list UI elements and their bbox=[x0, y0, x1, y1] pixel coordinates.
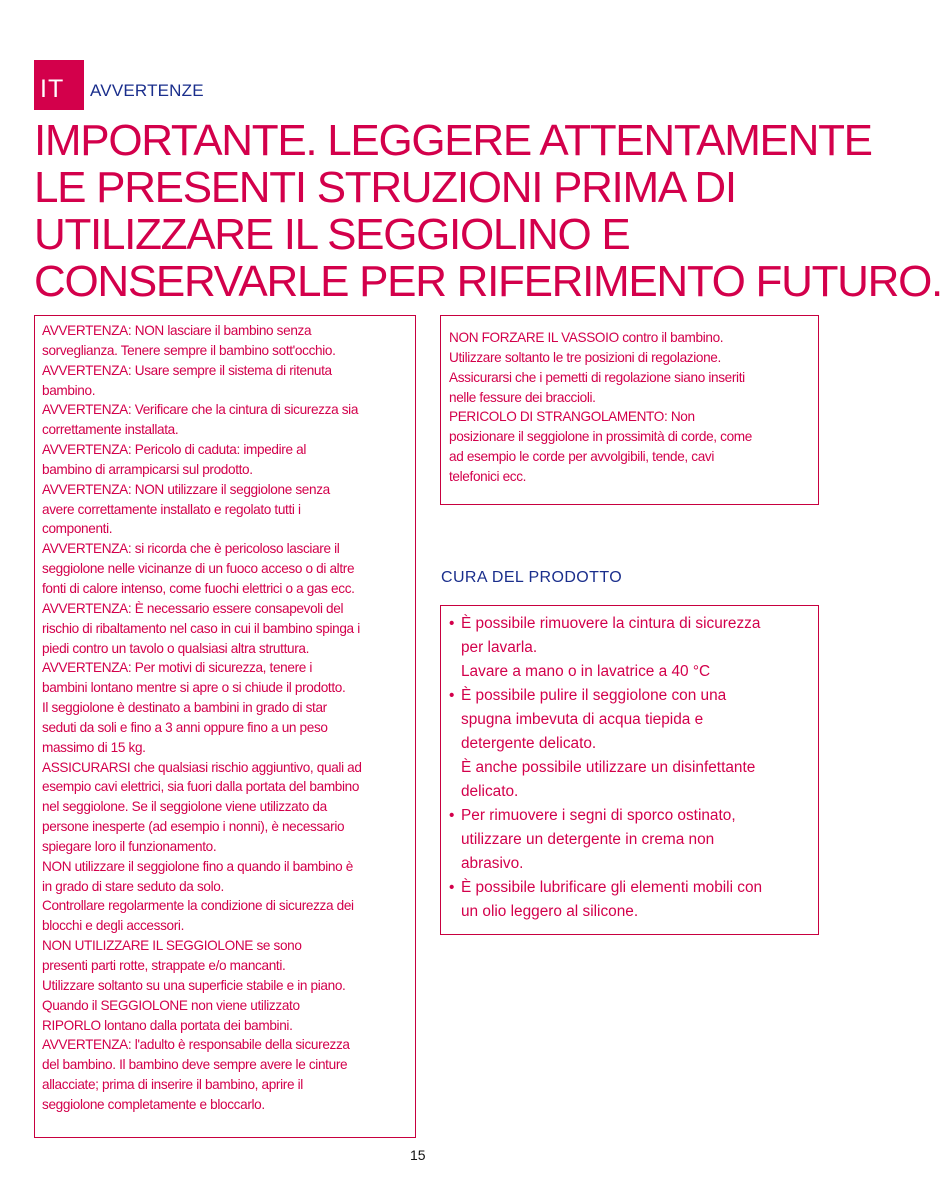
text-line: piedi contro un tavolo o qualsiasi altra struttura. bbox=[42, 640, 310, 656]
care-text-line: delicato. bbox=[461, 783, 519, 800]
care-text-line: per lavarla. bbox=[461, 639, 538, 656]
text-line: componenti. bbox=[42, 521, 113, 537]
text-line: AVVERTENZA: si ricorda che è pericoloso lasciare il bbox=[42, 541, 340, 557]
care-text-line: utilizzare un detergente in crema non bbox=[461, 831, 715, 848]
care-text-line: abrasivo. bbox=[461, 855, 524, 872]
title-line: IMPORTANTE. LEGGERE ATTENTAMENTE bbox=[34, 116, 872, 165]
text-line: Utilizzare soltanto le tre posizioni di regolazione. bbox=[449, 349, 721, 365]
warnings-box bbox=[34, 315, 416, 1138]
language-badge: IT bbox=[34, 60, 84, 110]
text-line: NON UTILIZZARE IL SEGGIOLONE se sono bbox=[42, 938, 302, 954]
text-line: Assicurarsi che i pemetti di regolazione siano inseriti bbox=[449, 369, 745, 385]
care-text-line: un olio leggero al silicone. bbox=[461, 903, 639, 920]
text-line: avere correttamente installato e regolato tutti i bbox=[42, 501, 301, 517]
title-line: LE PRESENTI STRUZIONI PRIMA DI bbox=[34, 163, 736, 212]
text-line: blocchi e degli accessori. bbox=[42, 918, 185, 934]
text-line: AVVERTENZA: Verificare che la cintura di sicurezza sia bbox=[42, 402, 359, 418]
text-line: nelle fessure dei braccioli. bbox=[449, 389, 596, 405]
text-line: Quando il SEGGIOLONE non viene utilizzato bbox=[42, 997, 300, 1013]
text-line: bambini lontano mentre si apre o si chiude il prodotto. bbox=[42, 680, 346, 696]
text-line: AVVERTENZA: È necessario essere consapevoli del bbox=[42, 600, 344, 616]
text-line: esempio cavi elettrici, sia fuori dalla portata del bambino bbox=[42, 779, 360, 795]
tray-warnings-box bbox=[440, 315, 819, 505]
text-line: presenti parti rotte, strappate e/o mancanti. bbox=[42, 958, 286, 973]
text-line: spiegare loro il funzionamento. bbox=[42, 838, 217, 854]
text-line: ASSICURARSI che qualsiasi rischio aggiuntivo, quali ad bbox=[42, 759, 362, 775]
care-bullet-item: • È possibile lubrificare gli elementi mobili con bbox=[449, 876, 808, 900]
text-line: AVVERTENZA: NON lasciare il bambino senza bbox=[42, 323, 312, 338]
text-line: correttamente installata. bbox=[42, 422, 179, 438]
text-line: allacciate; prima di inserire il bambino, aprire il bbox=[42, 1077, 303, 1093]
text-line: seduti da soli e fino a 3 anni oppure fino a un peso bbox=[42, 719, 328, 735]
care-heading: CURA DEL PRODOTTO bbox=[441, 569, 623, 586]
text-line: AVVERTENZA: Usare sempre il sistema di ritenuta bbox=[42, 362, 332, 378]
text-line: nel seggiolone. Se il seggiolone viene utilizzato da bbox=[42, 799, 327, 815]
text-line: rischio di ribaltamento nel caso in cui il bambino spinga i bbox=[42, 620, 360, 636]
text-line: in grado di stare seduto da solo. bbox=[42, 878, 224, 894]
care-text-line: Lavare a mano o in lavatrice a 40 °C bbox=[461, 663, 711, 680]
text-line: RIPORLO lontano dalla portata dei bambini. bbox=[42, 1017, 293, 1033]
text-line: telefonici ecc. bbox=[449, 468, 527, 484]
text-line: Il seggiolone è destinato a bambini in grado di star bbox=[42, 700, 327, 716]
text-line: seggiolone completamente e bloccarlo. bbox=[42, 1096, 265, 1112]
text-line: del bambino. Il bambino deve sempre avere le cinture bbox=[42, 1057, 348, 1073]
text-line: AVVERTENZA: NON utilizzare il seggiolone senza bbox=[42, 481, 330, 497]
care-box bbox=[440, 605, 819, 935]
text-line: bambino. bbox=[42, 382, 96, 398]
text-line: massimo di 15 kg. bbox=[42, 739, 146, 755]
section-title: AVVERTENZE bbox=[90, 81, 204, 100]
text-line: AVVERTENZA: Per motivi di sicurezza, tenere i bbox=[42, 660, 313, 676]
care-bullet-item: • È possibile rimuovere la cintura di sicurezza bbox=[449, 612, 808, 636]
header bbox=[34, 60, 204, 110]
title-line: UTILIZZARE IL SEGGIOLINO E bbox=[34, 210, 630, 259]
text-line: seggiolone nelle vicinanze di un fuoco acceso o di altre bbox=[42, 561, 355, 577]
text-line: persone inesperte (ad esempio i nonni), è necessario bbox=[42, 819, 345, 835]
text-line: ad esempio le corde per avvolgibili, tende, cavi bbox=[449, 449, 715, 465]
text-line: NON FORZARE IL VASSOIO contro il bambino. bbox=[449, 330, 724, 345]
care-text-line: detergente delicato. bbox=[461, 735, 597, 752]
care-text-line: spugna imbevuta di acqua tiepida e bbox=[461, 711, 704, 728]
text-line: posizionare il seggiolone in prossimità di corde, come bbox=[449, 429, 752, 445]
text-line: Utilizzare soltanto su una superficie stabile e in piano. bbox=[42, 977, 346, 993]
care-text-line: È anche possibile utilizzare un disinfettante bbox=[461, 759, 756, 776]
care-bullet-item: • Per rimuovere i segni di sporco ostinato, bbox=[449, 804, 808, 828]
care-bullet-item: • È possibile pulire il seggiolone con una bbox=[449, 684, 808, 708]
main-title bbox=[34, 116, 942, 306]
text-line: NON utilizzare il seggiolone fino a quando il bambino è bbox=[42, 858, 353, 874]
text-line: AVVERTENZA: Pericolo di caduta: impedire al bbox=[42, 442, 306, 458]
text-line: AVVERTENZA: l'adulto è responsabile della sicurezza bbox=[42, 1037, 350, 1053]
text-line: bambino di arrampicarsi sul prodotto. bbox=[42, 461, 253, 477]
title-line: CONSERVARLE PER RIFERIMENTO FUTURO. bbox=[34, 257, 942, 306]
text-line: Controllare regolarmente la condizione di sicurezza dei bbox=[42, 898, 354, 914]
page-number: 15 bbox=[410, 1147, 426, 1163]
text-line: PERICOLO DI STRANGOLAMENTO: Non bbox=[449, 409, 695, 425]
text-line: sorveglianza. Tenere sempre il bambino sott'occhio. bbox=[42, 342, 336, 358]
text-line: fonti di calore intenso, come fuochi elettrici o a gas ecc. bbox=[42, 580, 355, 596]
